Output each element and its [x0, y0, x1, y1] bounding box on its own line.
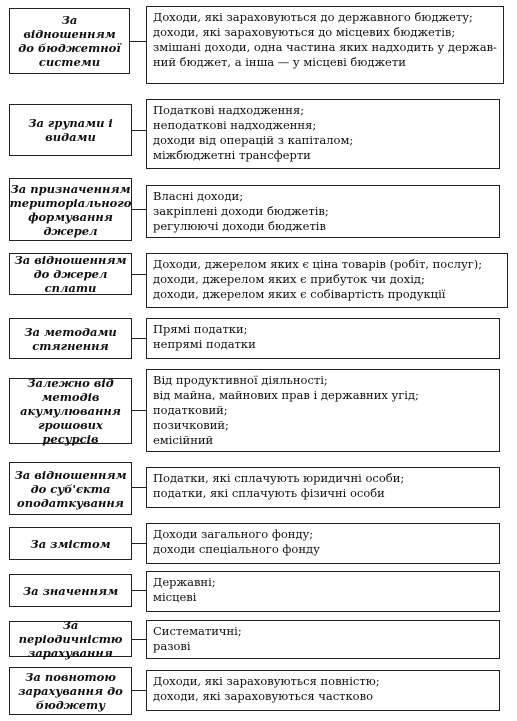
connector-line	[132, 209, 146, 210]
items-box-6	[146, 369, 500, 452]
category-label: За призначенням територіального формування джерел	[9, 181, 132, 238]
connector-line	[132, 543, 146, 544]
connector-line	[132, 487, 146, 488]
item-text: доходи, які зараховуються частково	[153, 689, 373, 703]
item-text: податковий;	[153, 403, 228, 417]
category-box-5	[9, 318, 132, 359]
item-text: непрямі податки	[153, 337, 256, 351]
category-label: За методами стягнення	[24, 324, 117, 353]
item-text: Доходи, які зараховуються повністю;	[153, 674, 380, 688]
category-box-7	[9, 462, 132, 515]
item-text: регулюючі доходи бюджетів	[153, 219, 326, 233]
connector-line	[132, 690, 146, 691]
items-box-5	[146, 318, 500, 359]
item-text: доходи від операцій з капіталом;	[153, 133, 354, 147]
item-text: Доходи, джерелом яких є ціна товарів (робіт, послуг);	[153, 257, 483, 271]
category-label: За змістом	[30, 536, 111, 551]
item-text: емісійний	[153, 433, 214, 447]
category-box-4	[9, 253, 132, 295]
category-box-10	[9, 618, 132, 660]
items-box-10	[146, 620, 500, 659]
category-label: За повнотою зарахування до бюджету	[18, 670, 123, 712]
category-box-11	[9, 667, 132, 715]
category-label: За значенням	[22, 583, 119, 598]
item-text: від майна, майнових прав і державних угід;	[153, 388, 419, 402]
item-text: Від продуктивної діяльності;	[153, 373, 328, 387]
item-text: Прямі податки;	[153, 322, 248, 336]
connector-line	[132, 410, 146, 411]
item-text: податки, які сплачують фізичні особи	[153, 486, 385, 500]
item-text: доходи, які зараховуються до місцевих бюджетів;	[153, 25, 456, 39]
item-text: Державні;	[153, 575, 216, 589]
items-box-4	[146, 253, 508, 308]
category-label: Залежно від методів акумулювання грошових ресурсів	[20, 376, 121, 446]
category-label: За відношенням до джерел сплати	[14, 253, 127, 295]
category-label: За відношенням до суб'єкта оподаткування	[14, 467, 127, 510]
item-text: Власні доходи;	[153, 189, 244, 203]
connector-line	[130, 41, 146, 42]
connector-line	[132, 274, 146, 275]
item-text: неподаткові надходження;	[153, 118, 317, 132]
item-text: Доходи загального фонду;	[153, 527, 314, 541]
category-label: За періодичністю зарахування	[18, 618, 123, 660]
item-text: закріплені доходи бюджетів;	[153, 204, 329, 218]
category-label: За групами і видами	[28, 116, 113, 144]
items-box-11	[146, 670, 500, 711]
item-text: Податкові надходження;	[153, 103, 305, 117]
item-text: доходи, джерелом яких є прибуток чи дохід;	[153, 272, 425, 286]
item-text: Доходи, які зараховуються до державного бюджету;	[153, 10, 473, 24]
category-box-3	[9, 178, 132, 241]
item-text: позичковий;	[153, 418, 229, 432]
item-text: Систематичні;	[153, 624, 242, 638]
category-label: За відношенням до бюджетної системи	[18, 13, 121, 69]
category-box-8	[9, 527, 132, 560]
item-text: місцеві	[153, 590, 197, 604]
connector-line	[132, 338, 146, 339]
category-box-1	[9, 8, 130, 74]
connector-line	[132, 639, 146, 640]
items-box-7	[146, 467, 500, 508]
item-text: змішані доходи, одна частина яких надходить у держав-	[153, 40, 497, 54]
item-text: міжбюджетні трансферти	[153, 148, 311, 162]
items-box-2	[146, 99, 500, 169]
item-text: разові	[153, 639, 191, 653]
items-box-3	[146, 185, 500, 238]
connector-line	[132, 130, 146, 131]
connector-line	[132, 590, 146, 591]
items-box-1	[146, 6, 504, 84]
category-box-6	[9, 378, 132, 444]
category-box-2	[9, 104, 132, 156]
items-box-9	[146, 571, 500, 612]
category-box-9	[9, 574, 132, 607]
item-text: Податки, які сплачують юридичні особи;	[153, 471, 405, 485]
item-text: ний бюджет, а інша — у місцеві бюджети	[153, 55, 406, 69]
items-box-8	[146, 523, 500, 564]
item-text: доходи спеціального фонду	[153, 542, 320, 556]
item-text: доходи, джерелом яких є собівартість продукції	[153, 287, 446, 301]
